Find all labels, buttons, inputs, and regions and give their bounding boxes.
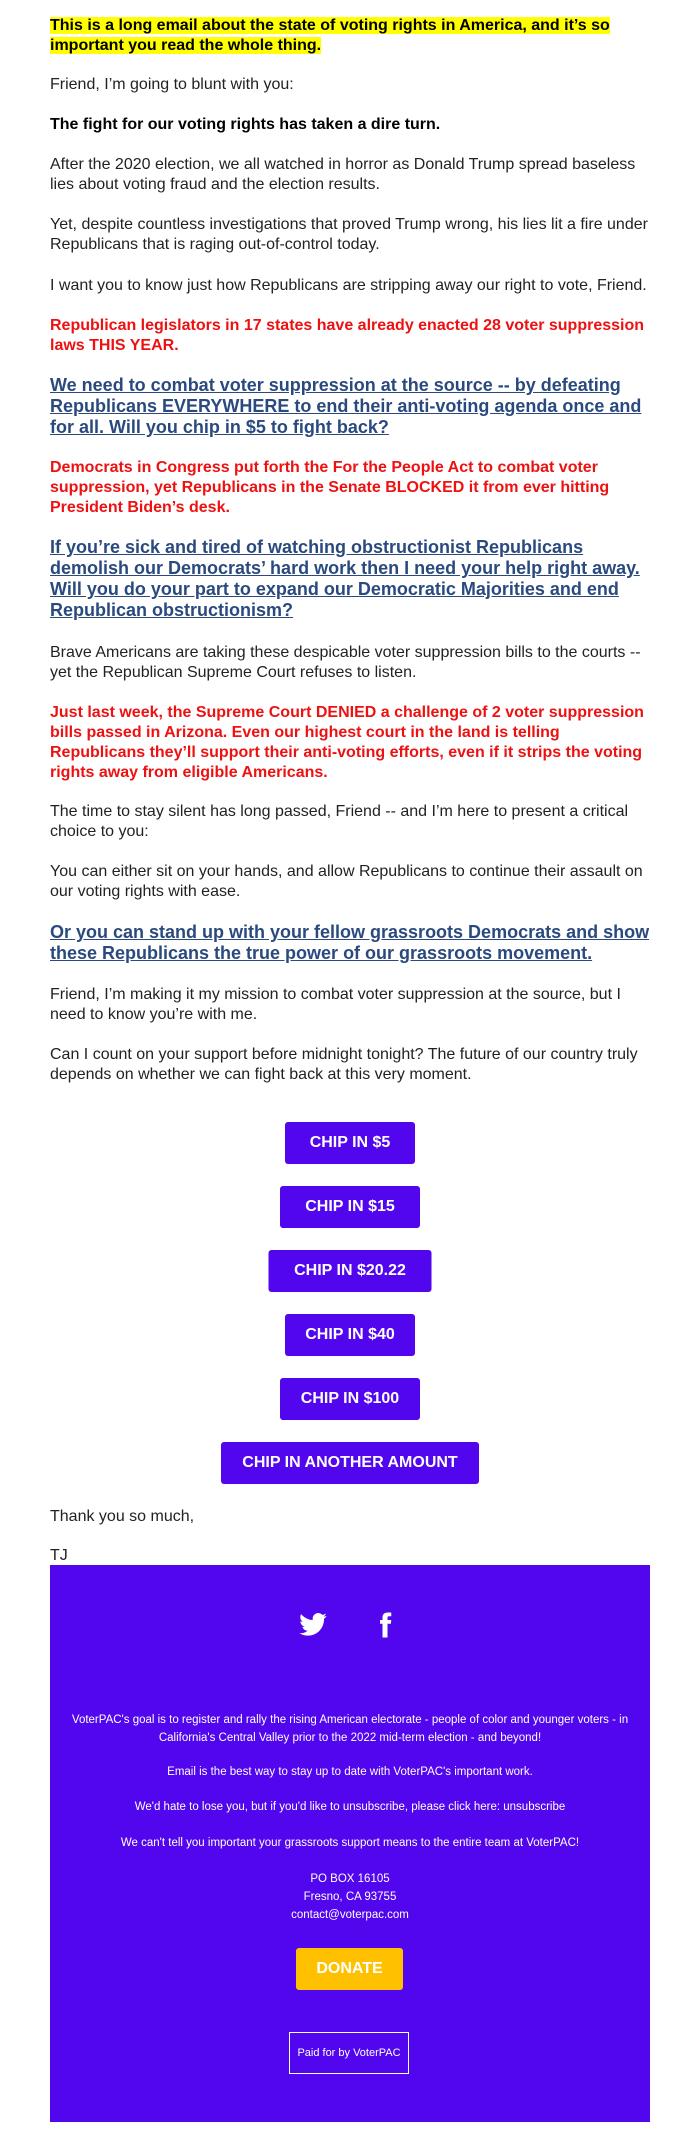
chip-in-15-button[interactable]: CHIP IN $15 [280, 1186, 420, 1228]
red-callout: Democrats in Congress put forth the For the People Act to combat voter suppression, yet Republicans in the Senate BLOCKED it from ever hitting President Biden’s desk. [50, 459, 610, 516]
paragraph: Brave Americans are taking these despicable voter suppression bills to the courts -- yet the Republican Supreme Court refuses to listen. [50, 644, 641, 681]
footer-mission: VoterPAC's goal is to register and rally the rising American electorate - people of color and younger voters - in California's Central Valley prior to the 2022 mid-term election - and beyond! [71, 1714, 629, 1744]
intro-highlight: This is a long email about the state of voting rights in America, and it’s so important you read the whole thing. [50, 17, 610, 54]
paragraph: Yet, despite countless investigations that proved Trump wrong, his lies lit a fire under Republicans that is raging out-of-control today. [50, 216, 648, 253]
donate-link[interactable]: If you’re sick and tired of watching obstructionist Republicans demolish our Democrats’ hard work then I need your help right away. Will you do your part to expand our Democratic Majorities and end Republican obstructionism? [50, 537, 640, 620]
footer-email-note: Email is the best way to stay up to date with VoterPAC's important work. [167, 1766, 533, 1778]
signature: TJ [50, 1547, 68, 1564]
chip-in-100-button[interactable]: CHIP IN $100 [280, 1378, 420, 1420]
thanks: Thank you so much, [50, 1508, 195, 1525]
facebook-icon[interactable] [370, 1610, 400, 1640]
footer [50, 1565, 650, 2122]
donate-link[interactable]: We need to combat voter suppression at the source -- by defeating Republicans EVERYWHERE to end their anti-voting agenda once and for all. Will you chip in $5 to fight back? [50, 375, 642, 437]
paragraph: The time to stay silent has long passed, Friend -- and I’m here to present a critical choice to you: [50, 803, 629, 840]
headline: The fight for our voting rights has taken a dire turn. [50, 116, 441, 133]
paragraph: After the 2020 election, we all watched in horror as Donald Trump spread baseless lies about voting fraud and the election results. [50, 156, 636, 193]
chip-in-40-button[interactable]: CHIP IN $40 [285, 1314, 415, 1356]
chip-in-other-button[interactable]: CHIP IN ANOTHER AMOUNT [221, 1442, 479, 1484]
red-callout: Republican legislators in 17 states have already enacted 28 voter suppression laws THIS YEAR. [50, 317, 645, 354]
footer-unsubscribe[interactable]: We'd hate to lose you, but if you'd like to unsubscribe, please click here: unsubscribe [134, 1801, 566, 1813]
paragraph: Can I count on your support before midnight tonight? The future of our country truly depends on whether we can fight back at this very moment. [50, 1046, 638, 1083]
donate-link[interactable]: Or you can stand up with your fellow grassroots Democrats and show these Republicans the true power of our grassroots movement. [50, 922, 650, 963]
footer-address-line2: Fresno, CA 93755 [303, 1891, 397, 1903]
chip-in-20-button[interactable]: CHIP IN $20.22 [269, 1250, 432, 1292]
footer-address-line1: PO BOX 16105 [310, 1873, 390, 1885]
red-callout: Just last week, the Supreme Court DENIED a challenge of 2 voter suppression bills passed in Arizona. Even our highest court in the land is telling Republicans they’ll support their anti-voting efforts, even if it strips the voting rights away from eligible Americans. [50, 704, 644, 781]
donate-button[interactable]: DONATE [296, 1948, 403, 1990]
footer-email[interactable]: contact@voterpac.com [291, 1909, 409, 1921]
paragraph: I want you to know just how Republicans are stripping away our right to vote, Friend. [50, 277, 647, 294]
footer-support: We can't tell you important your grassroots support means to the entire team at VoterPAC! [120, 1837, 580, 1849]
paid-for-disclaimer: Paid for by VoterPAC [289, 2032, 409, 2074]
paragraph: Friend, I’m making it my mission to combat voter suppression at the source, but I need to know you’re with me. [50, 986, 621, 1023]
twitter-icon[interactable] [298, 1610, 328, 1640]
greeting: Friend, I’m going to blunt with you: [50, 76, 294, 93]
chip-in-5-button[interactable]: CHIP IN $5 [285, 1122, 415, 1164]
paragraph: You can either sit on your hands, and allow Republicans to continue their assault on our voting rights with ease. [50, 863, 643, 900]
